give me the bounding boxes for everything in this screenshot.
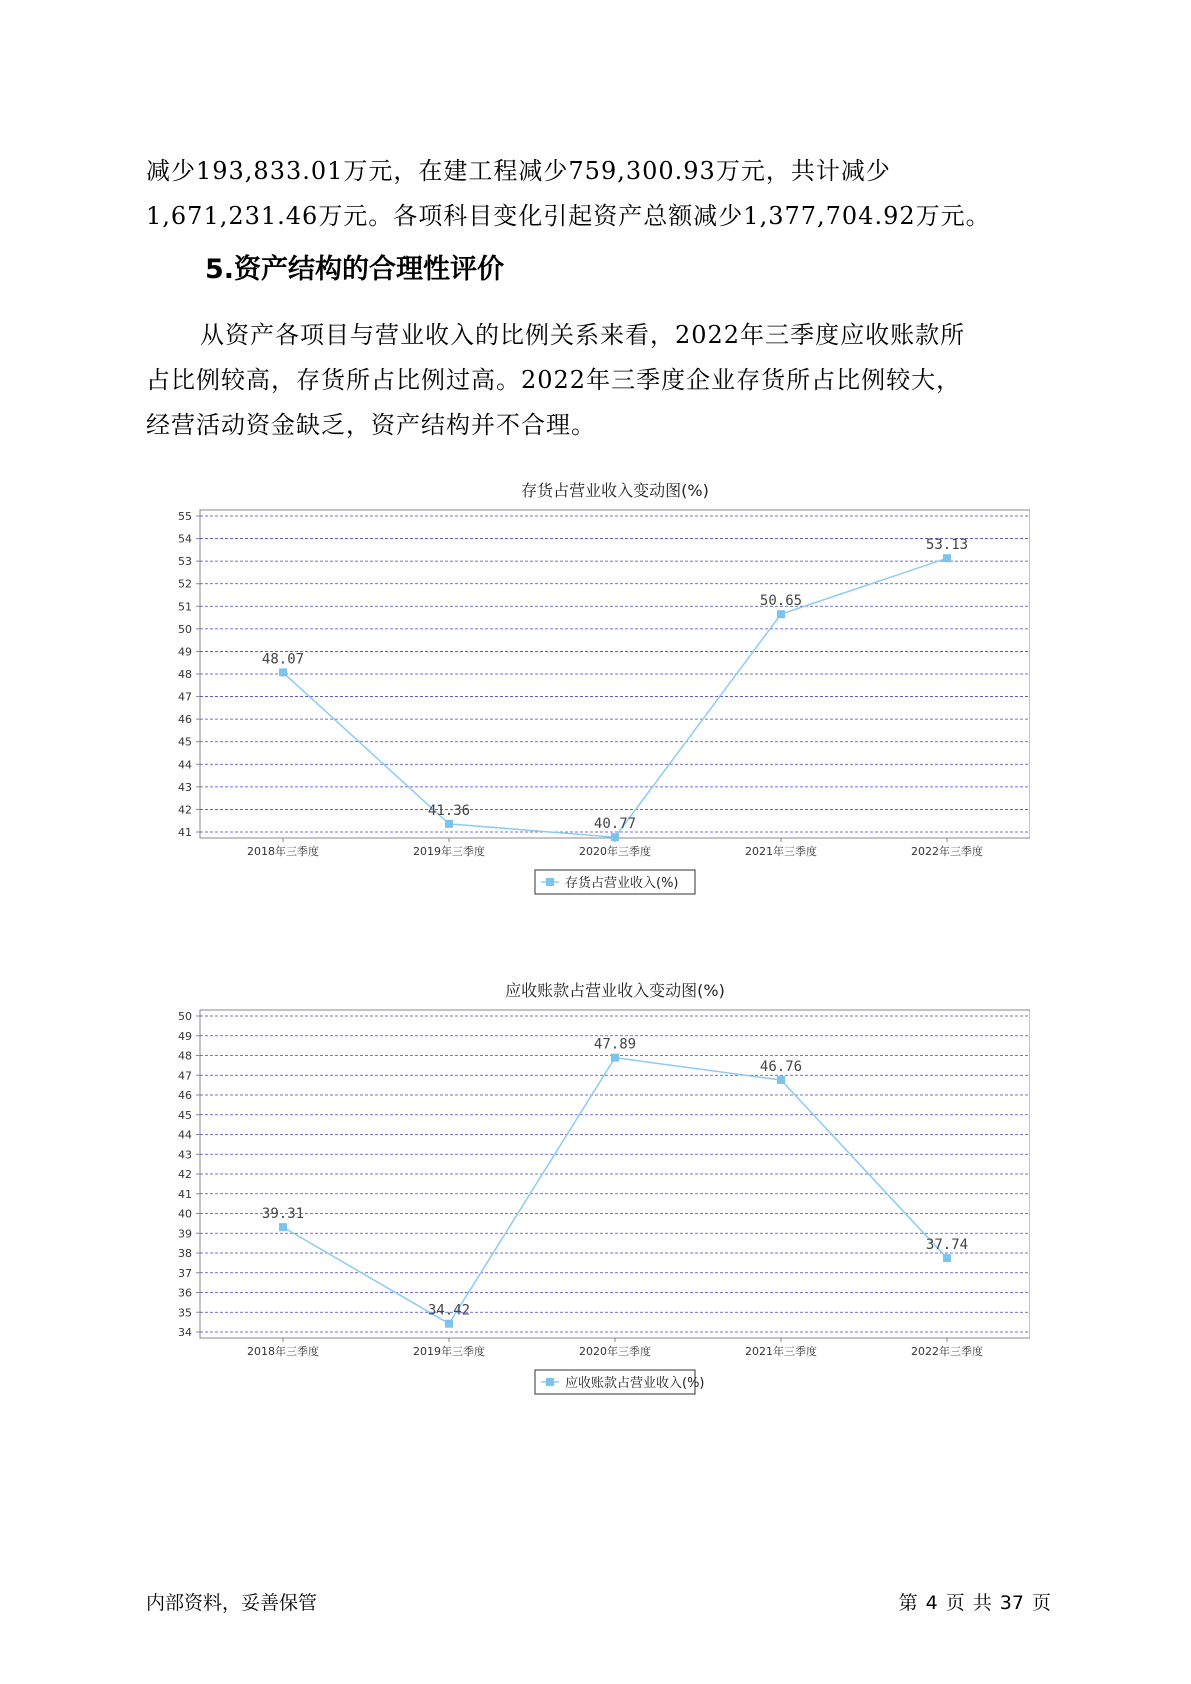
data-label: 53.13 xyxy=(925,537,969,554)
x-tick-label: 2022年三季度 xyxy=(911,845,983,858)
data-point xyxy=(445,820,453,828)
y-tick-label: 36 xyxy=(178,1286,192,1300)
y-tick-label: 49 xyxy=(178,1029,192,1043)
y-tick-label: 48 xyxy=(178,1049,192,1063)
y-tick-label: 48 xyxy=(178,668,192,681)
x-tick-label: 2018年三季度 xyxy=(247,845,319,858)
paragraph-structure-evaluation xyxy=(146,313,1046,448)
data-point xyxy=(445,1320,453,1328)
data-point xyxy=(943,1254,951,1262)
x-tick-label: 2021年三季度 xyxy=(745,1345,817,1358)
data-point xyxy=(611,1054,619,1062)
data-label: 47.89 xyxy=(593,1036,637,1053)
total-label: 共 xyxy=(972,1592,992,1614)
x-tick-label: 2019年三季度 xyxy=(413,845,485,858)
inventory-ratio-chart xyxy=(150,478,1030,928)
x-tick-label: 2022年三季度 xyxy=(911,1345,983,1358)
y-tick-label: 46 xyxy=(178,1089,192,1102)
footer-page-info xyxy=(891,1588,1051,1615)
y-tick-label: 40 xyxy=(178,1207,192,1221)
total-pages: 37 xyxy=(999,1592,1024,1614)
y-tick-label: 41 xyxy=(178,1187,192,1201)
chart-title: 存货占营业收入变动图(%) xyxy=(521,481,709,500)
data-label: 34.42 xyxy=(427,1302,471,1319)
data-point xyxy=(777,610,785,618)
y-tick-label: 51 xyxy=(178,600,192,614)
y-tick-label: 41 xyxy=(178,826,192,839)
x-tick-label: 2018年三季度 xyxy=(247,1345,319,1358)
data-label: 40.77 xyxy=(593,816,637,833)
receivables-ratio-chart-svg xyxy=(150,978,1030,1428)
y-tick-label: 37 xyxy=(178,1266,192,1280)
y-tick-label: 52 xyxy=(178,577,192,591)
inventory-ratio-chart-svg xyxy=(150,478,1030,928)
y-tick-label: 47 xyxy=(178,690,192,704)
y-tick-label: 55 xyxy=(178,510,192,523)
y-tick-label: 39 xyxy=(178,1227,192,1241)
legend-label: 存货占营业收入(%) xyxy=(565,876,679,891)
y-tick-label: 54 xyxy=(178,532,192,546)
paragraph-line: 从资产各项目与营业收入的比例关系来看，2022年三季度应收账款所 xyxy=(200,321,966,349)
page-number: 4 xyxy=(925,1592,938,1614)
data-point xyxy=(279,668,287,676)
x-tick-label: 2020年三季度 xyxy=(579,845,651,858)
y-tick-label: 50 xyxy=(178,622,192,636)
paragraph-line: 经营活动资金缺乏，资产结构并不合理。 xyxy=(146,411,596,439)
page-label: 页 xyxy=(945,1592,965,1614)
page-label: 第 xyxy=(898,1592,918,1614)
data-label: 50.65 xyxy=(759,593,803,610)
y-tick-label: 46 xyxy=(178,713,192,727)
x-tick-label: 2021年三季度 xyxy=(745,845,817,858)
paragraph-asset-change xyxy=(146,149,1046,239)
data-point xyxy=(279,1223,287,1231)
data-point xyxy=(611,833,619,841)
y-tick-label: 43 xyxy=(178,780,192,794)
y-tick-label: 42 xyxy=(178,803,192,817)
y-tick-label: 43 xyxy=(178,1148,192,1162)
y-tick-label: 44 xyxy=(178,1128,192,1142)
paragraph-line: 1,671,231.46万元。各项科目变化引起资产总额减少1,377,704.92万元。 xyxy=(146,202,991,230)
data-label: 41.36 xyxy=(427,802,471,819)
y-tick-label: 42 xyxy=(178,1168,192,1181)
y-tick-label: 50 xyxy=(178,1010,192,1023)
y-tick-label: 49 xyxy=(178,645,192,659)
section-heading: 5.资产结构的合理性评价 xyxy=(205,254,505,285)
paragraph-line: 占比例较高，存货所占比例过高。2022年三季度企业存货所占比例较大， xyxy=(146,366,962,394)
total-label: 页 xyxy=(1031,1592,1051,1614)
legend-marker xyxy=(546,878,554,886)
receivables-ratio-chart xyxy=(150,978,1030,1428)
footer-confidential-note: 内部资料，妥善保管 xyxy=(146,1592,318,1614)
x-tick-label: 2020年三季度 xyxy=(579,1345,651,1358)
data-label: 46.76 xyxy=(759,1058,803,1075)
data-label: 39.31 xyxy=(261,1206,305,1223)
y-tick-label: 47 xyxy=(178,1069,192,1083)
chart-title: 应收账款占营业收入变动图(%) xyxy=(505,981,725,1000)
y-tick-label: 38 xyxy=(178,1247,192,1260)
legend-label: 应收账款占营业收入(%) xyxy=(565,1376,705,1391)
y-tick-label: 34 xyxy=(178,1326,192,1339)
data-label: 37.74 xyxy=(925,1237,969,1254)
y-tick-label: 53 xyxy=(178,555,192,569)
data-point xyxy=(943,554,951,562)
data-point xyxy=(777,1076,785,1084)
legend-marker xyxy=(546,1378,554,1386)
y-tick-label: 45 xyxy=(178,1108,192,1122)
y-tick-label: 44 xyxy=(178,758,192,772)
y-tick-label: 35 xyxy=(178,1306,192,1320)
y-tick-label: 45 xyxy=(178,735,192,749)
x-tick-label: 2019年三季度 xyxy=(413,1345,485,1358)
paragraph-line: 减少193,833.01万元，在建工程减少759,300.93万元，共计减少 xyxy=(146,157,891,185)
data-label: 48.07 xyxy=(261,651,305,668)
